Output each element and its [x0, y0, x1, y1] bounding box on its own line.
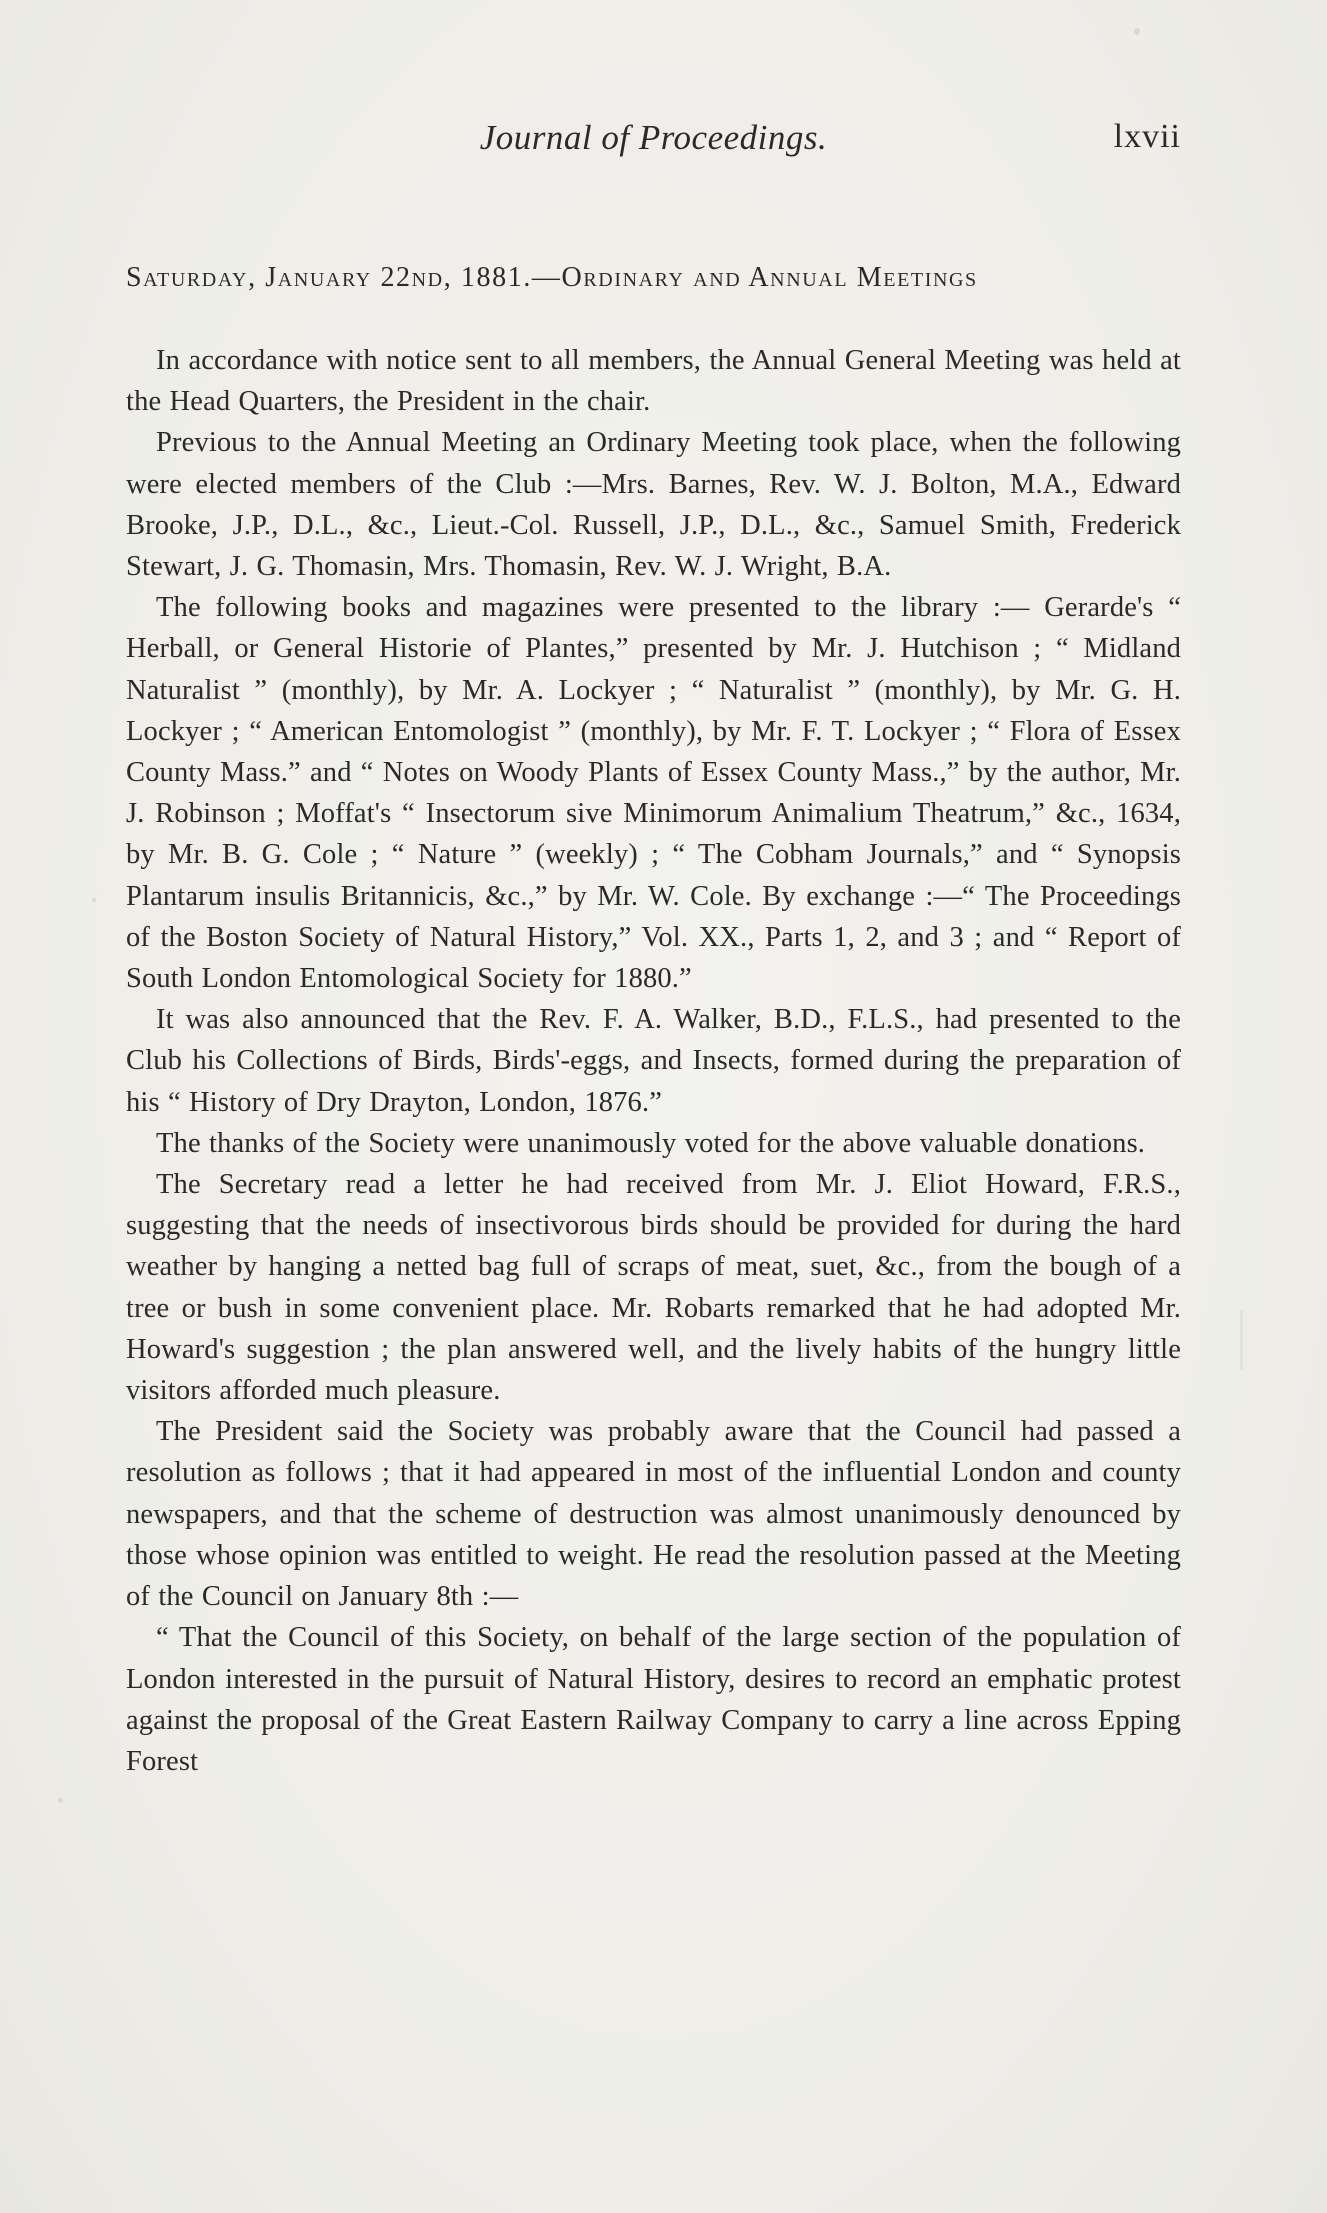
paper-speck — [1240, 1310, 1243, 1370]
paper-speck — [92, 898, 96, 902]
paper-speck — [1134, 28, 1140, 35]
body-text — [126, 340, 1181, 1782]
paragraph-new-members: Previous to the Annual Meeting an Ordinary Meeting took place, when the following were elected members of the Club :—Mrs. Barnes, Rev. W. J. Bolton, M.A., Edward Brooke, J.P., D.L., &c., Lieut.-Col. Russell, J.P., D.L., &c., Samuel Smith, Frederick Stewart, J. G. Thomasin, Mrs. Thomasin, Rev. W. J. Wright, B.A. — [126, 427, 1181, 583]
paragraph-council-resolution: The President said the Society was probably aware that the Council had passed a resolution as follows ; that it had appeared in most of the influential London and county newspapers, and that the scheme of destruction was almost unanimously denounced by those whose opinion was entitled to weight. He read the resolution passed at the Meeting of the Council on January 8th :— — [126, 1416, 1181, 1613]
running-head — [126, 118, 1181, 168]
paragraph-walker-collections: It was also announced that the Rev. F. A. Walker, B.D., F.L.S., had presented to the Club his Collections of Birds, Birds'-eggs, and Insects, formed during the preparation of his “ History of Dry Drayton, London, 1876.” — [126, 1004, 1181, 1118]
paper-speck — [58, 1798, 63, 1803]
paragraph-resolution-text: “ That the Council of this Society, on behalf of the large section of the population of London interested in the pursuit of Natural History, desires to record an emphatic protest against the proposal of the Great Eastern Railway Company to carry a line across Epping Forest — [126, 1622, 1181, 1777]
paragraph-library-donations: The following books and magazines were presented to the library :— Gerarde's “ Herball, or General Historie of Plantes,” presented by Mr. J. Hutchison ; “ Midland Naturalist ” (monthly), by Mr. A. Lockyer ; “ Naturalist ” (monthly), by Mr. G. H. Lockyer ; “ American Entomologist ” (monthly), by Mr. F. T. Lockyer ; “ Flora of Essex County Mass.” and “ Notes on Woody Plants of Essex County Mass.,” by the author, Mr. J. Robinson ; Moffat's “ Insectorum sive Minimorum Animalium Theatrum,” &c., 1634, by Mr. B. G. Cole ; “ Nature ” (weekly) ; “ The Cobham Journals,” and “ Synopsis Plantarum insulis Britannicis, &c.,” by Mr. W. Cole. By exchange :—“ The Proceedings of the Boston Society of Natural History,” Vol. XX., Parts 1, 2, and 3 ; and “ Report of South London Entomological Society for 1880.” — [126, 592, 1181, 995]
journal-title: Journal of Proceedings. — [479, 118, 828, 157]
section-heading: Saturday, January 22nd, 1881.—Ordinary and Annual Meetings — [126, 262, 978, 293]
paragraph-annual-meeting: In accordance with notice sent to all members, the Annual General Meeting was held at the Head Quarters, the President in the chair. — [126, 345, 1181, 418]
page-number: lxvii — [1113, 118, 1181, 155]
paragraph-thanks: The thanks of the Society were unanimously voted for the above valuable donations. — [156, 1127, 1146, 1159]
paragraph-insectivorous-birds: The Secretary read a letter he had received from Mr. J. Eliot Howard, F.R.S., suggesting that the needs of insectivorous birds should be provided for during the hard weather by hanging a netted bag full of scraps of meat, suet, &c., from the bough of a tree or bush in some convenient place. Mr. Robarts remarked that he had adopted Mr. Howard's suggestion ; the plan answered well, and the lively habits of the hungry little visitors afforded much pleasure. — [126, 1169, 1181, 1407]
